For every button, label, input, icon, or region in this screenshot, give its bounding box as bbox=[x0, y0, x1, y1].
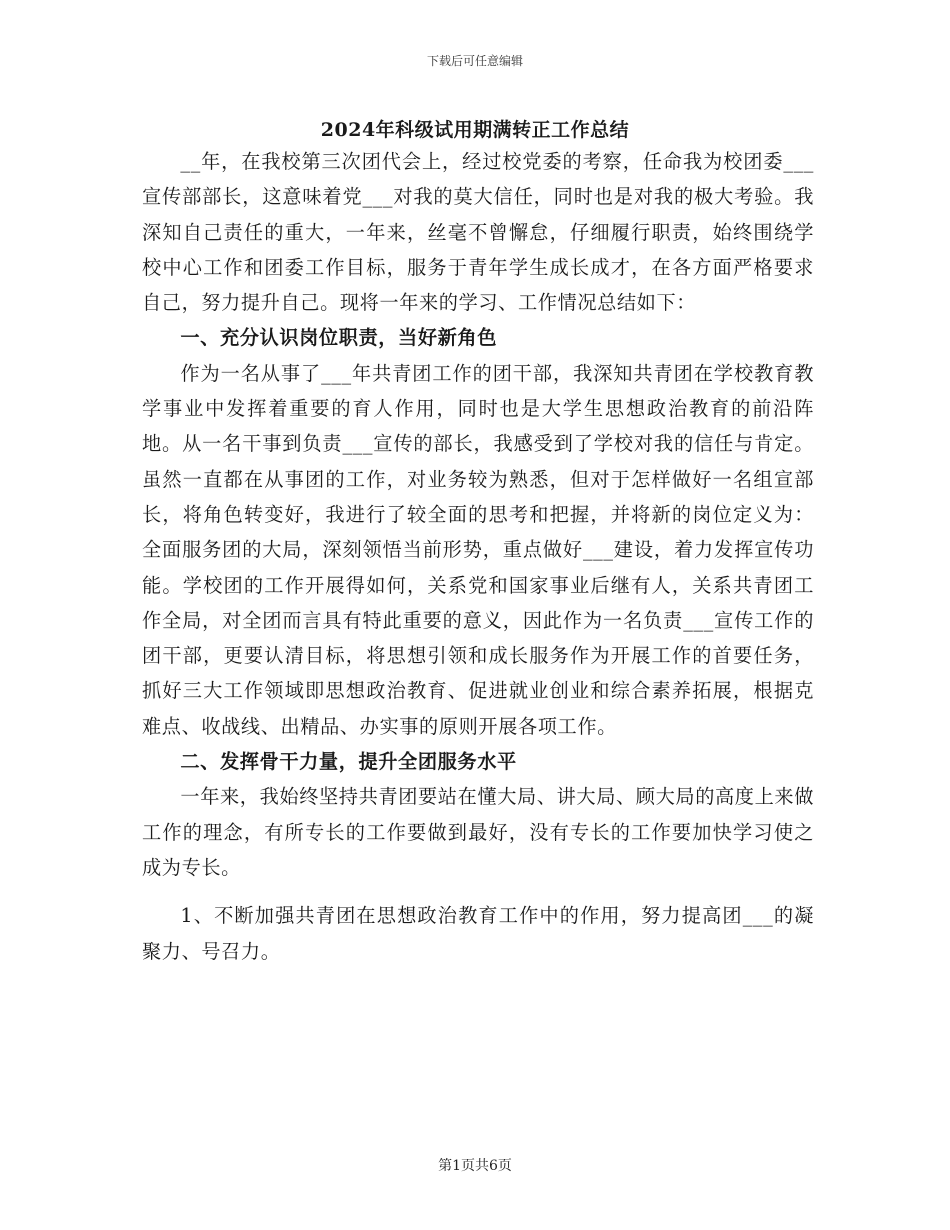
section-heading-1: 一、充分认识岗位职责，当好新角色 bbox=[180, 326, 497, 350]
list-item-1: 1、不断加强共青团在思想政治教育工作中的作用，努力提高团___的凝聚力、号召力。 bbox=[142, 904, 814, 963]
document-body bbox=[142, 144, 814, 969]
section-heading-2: 二、发挥骨干力量，提升全团服务水平 bbox=[180, 750, 517, 774]
paragraph-section-1: 作为一名从事了___年共青团工作的团干部，我深知共青团在学校教育教学事业中发挥着重要的育人作用，同时也是大学生思想政治教育的前沿阵地。从一名干事到负责___宣传的部长，我感受到了学校对我的信任与肯定。虽然一直都在从事团的工作，对业务较为熟悉，但对于怎样做好一名组宣部长，将角色转变好，我进行了较全面的思考和把握，并将新的岗位定义为：全面服务团的大局，深刻领悟当前形势，重点做好___建设，着力发挥宣传功能。学校团的工作开展得如何，关系党和国家事业后继有人，关系共青团工作全局，对全团而言具有特此重要的意义，因此作为一名负责___宣传工作的团干部，更要认清目标，将思想引领和成长服务作为开展工作的首要任务，抓好三大工作领域即思想政治教育、促进就业创业和综合素养拓展，根据克难点、收战线、出精品、办实事的原则开展各项工作。 bbox=[142, 361, 814, 738]
page-number: 第1页共6页 bbox=[438, 1158, 512, 1174]
document-title: 2024年科级试用期满转正工作总结 bbox=[320, 119, 630, 141]
paragraph-intro: __年，在我校第三次团代会上，经过校党委的考察，任命我为校团委___宣传部部长，这意味着党___对我的莫大信任，同时也是对我的极大考验。我深知自己责任的重大，一年来，丝毫不曾懈怠，仔细履行职责，始终围绕学校中心工作和团委工作目标，服务于青年学生成长成才，在各方面严格要求自己，努力提升自己。现将一年来的学习、工作情况总结如下： bbox=[142, 150, 814, 315]
header-note: 下载后可任意编辑 bbox=[426, 54, 523, 68]
paragraph-section-2: 一年来，我始终坚持共青团要站在懂大局、讲大局、顾大局的高度上来做工作的理念，有所专长的工作要做到最好，没有专长的工作要加快学习使之成为专长。 bbox=[142, 785, 814, 879]
